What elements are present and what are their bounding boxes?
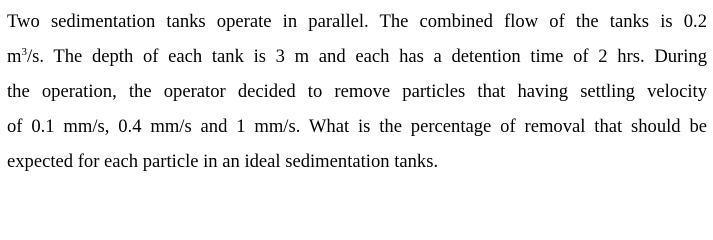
problem-line-2-text: /s. The depth of each tank is 3 m and each has a detention time of 2 hrs. During	[26, 46, 707, 67]
problem-line-1: Two sedimentation tanks operate in parallel. The combined flow of the tanks is 0.2	[7, 11, 707, 32]
problem-line-4: of 0.1 mm/s, 0.4 mm/s and 1 mm/s. What is the percentage of removal that should be	[7, 116, 707, 137]
problem-line-3: the operation, the operator decided to remove particles that having settling velocity	[7, 81, 707, 102]
problem-line-5: expected for each particle in an ideal sedimentation tanks.	[7, 151, 439, 172]
problem-line-2	[7, 39, 707, 74]
flow-unit-base: m	[7, 46, 22, 67]
problem-statement	[7, 4, 707, 179]
flow-unit-exponent: 3	[21, 46, 27, 58]
